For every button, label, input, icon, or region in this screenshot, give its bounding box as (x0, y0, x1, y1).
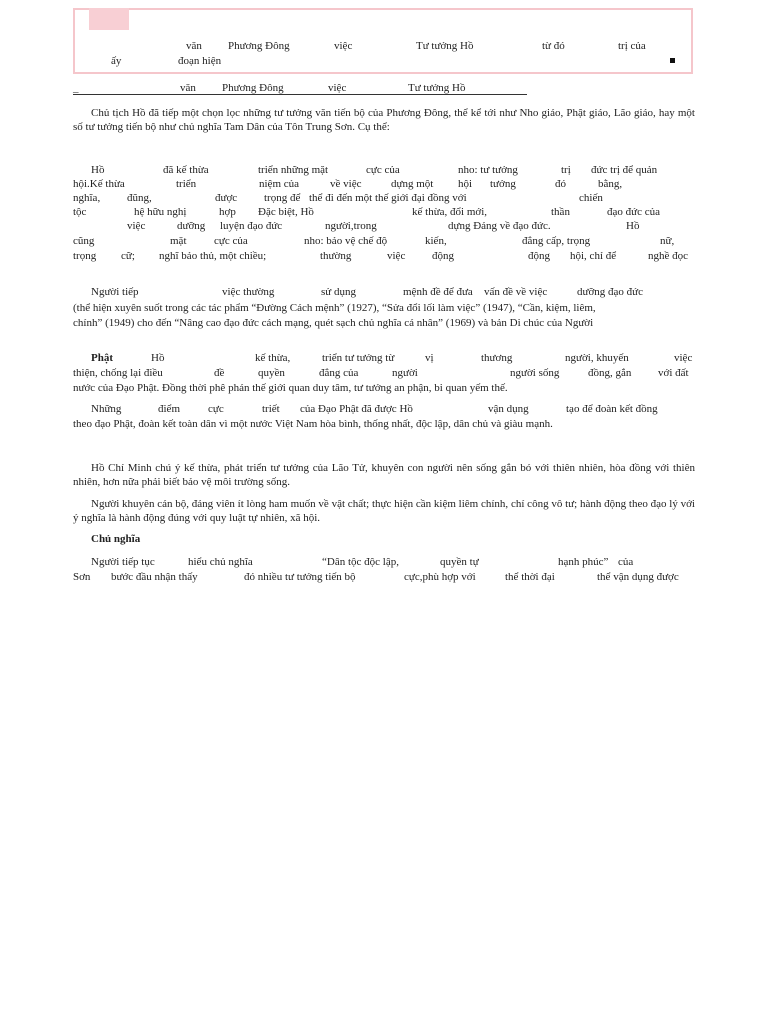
text-fragment: hạnh phúc” (558, 556, 609, 568)
text-fragment: thường (320, 250, 352, 262)
text-fragment: nghĩ bảo thủ, một chiều; (159, 250, 267, 262)
text-fragment: hợp (219, 206, 236, 218)
text-fragment: được (215, 192, 238, 204)
text-fragment: luyện đạo đức (220, 220, 283, 232)
text-fragment: nghề đọc (648, 250, 689, 262)
text-fragment: cực (208, 403, 224, 415)
text-fragment: đẳng của (319, 367, 359, 379)
text-fragment: triển tư tưởng từ (322, 352, 395, 364)
text-fragment: việc (674, 352, 693, 364)
text-fragment: đức trị để quản (591, 164, 658, 176)
text-fragment: Những (91, 403, 122, 415)
text-fragment: đó (555, 178, 566, 190)
text-fragment: cực,phù hợp với (404, 571, 476, 583)
text-fragment: đạo đức của (607, 206, 660, 218)
text-fragment: hội.Kế thừa (73, 178, 125, 190)
text-fragment: “Dân tộc độc lập, (322, 556, 399, 568)
header-word: đoạn hiện (178, 55, 222, 67)
text-fragment: người sống (510, 367, 560, 379)
text-fragment: quyền (258, 367, 285, 379)
text-fragment: trị (561, 164, 571, 176)
text-fragment: tạo để đoàn kết đồng (566, 403, 658, 415)
practice-line: (thể hiện xuyên suốt trong các tác phẩm “Đường Cách mệnh” (1927), “Sửa đổi lối làm việc” (1947), “Cần, kiệm, liêm, (73, 302, 596, 314)
text-fragment: việc (387, 250, 406, 262)
text-fragment: sử dụng (321, 286, 356, 298)
text-fragment: Đặc biệt, Hồ (258, 206, 314, 218)
text-fragment: người (392, 367, 418, 379)
laozi-paragraph: Hồ Chí Minh chú ý kế thừa, phát triển tư tưởng của Lão Tử, khuyên con người nên sống gắn bó với thiên nhiên, hòa đồng với thiên nhiên, hơn nữa phải biết bảo vệ môi trường sống. (73, 462, 695, 488)
text-fragment: kế thừa, (255, 352, 291, 364)
header-box (73, 8, 693, 74)
text-fragment: Người tiếp (91, 286, 139, 298)
text-fragment: Người tiếp tục (91, 556, 155, 568)
subtitle-word: Phương Đông (222, 82, 284, 94)
text-fragment: nữ, (660, 235, 675, 247)
text-fragment: với đất (658, 367, 689, 379)
text-fragment: hiểu chủ nghĩa (188, 556, 253, 568)
header-tab (89, 8, 129, 30)
text-fragment: Hồ (151, 352, 165, 364)
header-word: ấy (111, 55, 122, 67)
text-fragment: mặt (170, 235, 187, 247)
text-fragment: đó nhiều tư tưởng tiến bộ (244, 571, 356, 583)
text-fragment: đẳng cấp, trọng (522, 235, 591, 247)
text-fragment: chiến (579, 192, 603, 204)
text-fragment: vấn đề về việc (484, 286, 548, 298)
text-fragment: Sơn (73, 571, 91, 583)
text-fragment: cữ; (121, 250, 135, 262)
text-fragment: hệ hữu nghị (134, 206, 187, 218)
text-fragment: cực của (366, 164, 400, 176)
text-fragment: nghĩa, (73, 192, 101, 204)
text-fragment: triết (262, 403, 280, 415)
text-fragment: thể vận dụng được (597, 571, 679, 583)
practice-line: chính” (1949) cho đến “Nâng cao đạo đức cách mạng, quét sạch chủ nghĩa cá nhân” (1969) và bản Di chúc của Người (73, 317, 594, 329)
text-fragment: thể đi đến một thế giới đại đồng với (309, 192, 467, 204)
text-fragment: hội (458, 178, 473, 190)
text-fragment: nho: tư tưởng (458, 164, 518, 176)
text-fragment: của (618, 556, 634, 568)
text-fragment: Hồ (91, 164, 105, 176)
text-fragment: thần (551, 206, 570, 218)
buddhism-line: nước của Đạo Phật. Đồng thời phê phán thế giới quan duy tâm, tư tưởng an phận, bi quan yếm thế. (73, 382, 508, 394)
header-word: trị của (618, 40, 646, 52)
text-fragment: bằng, (598, 178, 623, 190)
header-word: văn (186, 40, 202, 52)
bullet-marker (670, 58, 675, 63)
text-fragment: điểm (158, 403, 180, 415)
subtitle-word: việc (328, 82, 347, 94)
header-word: việc (334, 40, 353, 52)
text-fragment: dưỡng (177, 220, 206, 232)
text-fragment: việc thường (222, 286, 275, 298)
text-fragment: hội, chỉ để (570, 250, 617, 262)
header-word: Phương Đông (228, 40, 290, 52)
text-fragment: vị (425, 352, 434, 364)
header-word: từ đó (542, 40, 565, 52)
text-fragment: thương (481, 352, 513, 364)
text-fragment: đũng, (127, 192, 152, 204)
text-fragment: trọng (73, 250, 97, 262)
text-fragment: đề (214, 367, 225, 379)
text-fragment: Hồ (626, 220, 640, 232)
text-fragment: dựng Đảng về đạo đức. (448, 220, 551, 232)
intro-paragraph: Chủ tịch Hồ đã tiếp một chọn lọc những tư tưởng văn tiến bộ của Phương Đông, thể kể tới như Nho giáo, Phật giáo, Lão giáo, hay một số tư tưởng tiến bộ như chủ nghĩa Tam Dân của Tôn Trung Sơn. Cụ thể: (73, 107, 695, 133)
text-fragment: dưỡng đạo đức (577, 286, 644, 298)
subtitle-mark: _ (73, 82, 79, 94)
subtitle-underline (73, 94, 527, 95)
text-fragment: triển (176, 178, 197, 190)
laozi-paragraph: Người khuyên cán bộ, đảng viên ít lòng ham muốn về vật chất; thực hiện cần kiệm liêm chính, chí công vô tư; hành động theo đạo lý với ý nghĩa là hành động đúng với quy luật tự nhiên, xã hội. (73, 498, 695, 524)
text-fragment: trọng để (264, 192, 301, 204)
text-fragment: mệnh đề để đưa (403, 286, 473, 298)
text-fragment: của Đạo Phật đã được Hồ (300, 403, 413, 415)
text-fragment: niệm của (259, 178, 300, 190)
text-fragment: người, khuyến (565, 352, 629, 364)
text-fragment: quyền tự (440, 556, 479, 568)
text-fragment: vận dụng (488, 403, 529, 415)
text-fragment: việc (127, 220, 146, 232)
header-word: Tư tưởng Hồ (416, 40, 474, 52)
section-heading: Phật (91, 352, 113, 364)
text-fragment: động (528, 250, 550, 262)
text-fragment: kế thừa, đổi mới, (412, 206, 488, 218)
text-fragment: về việc (330, 178, 362, 190)
subtitle-word: văn (180, 82, 196, 94)
buddhism-line: theo đạo Phật, đoàn kết toàn dân vì một nước Việt Nam hòa bình, thống nhất, độc lập, dân chủ và giàu mạnh. (73, 418, 553, 430)
text-fragment: động (432, 250, 454, 262)
section-heading: Chủ nghĩa (91, 533, 141, 545)
text-fragment: người,trong (325, 220, 377, 232)
text-fragment: đồng, gắn (588, 367, 632, 379)
text-fragment: thiện, chống lại điều (73, 367, 163, 379)
subtitle-word: Tư tưởng Hồ (408, 82, 466, 94)
text-fragment: dựng một (391, 178, 434, 190)
text-fragment: kiến, (425, 235, 447, 247)
text-fragment: triển những mặt (258, 164, 329, 176)
text-fragment: tộc (73, 206, 87, 218)
text-fragment: bước đầu nhận thấy (111, 571, 198, 583)
text-fragment: đã kế thừa (163, 164, 209, 176)
text-fragment: cực của (214, 235, 248, 247)
text-fragment: tưởng (490, 178, 516, 190)
text-fragment: nho: bảo vệ chế độ (304, 235, 388, 247)
text-fragment: cũng (73, 235, 95, 247)
text-fragment: thể thời đại (505, 571, 555, 583)
